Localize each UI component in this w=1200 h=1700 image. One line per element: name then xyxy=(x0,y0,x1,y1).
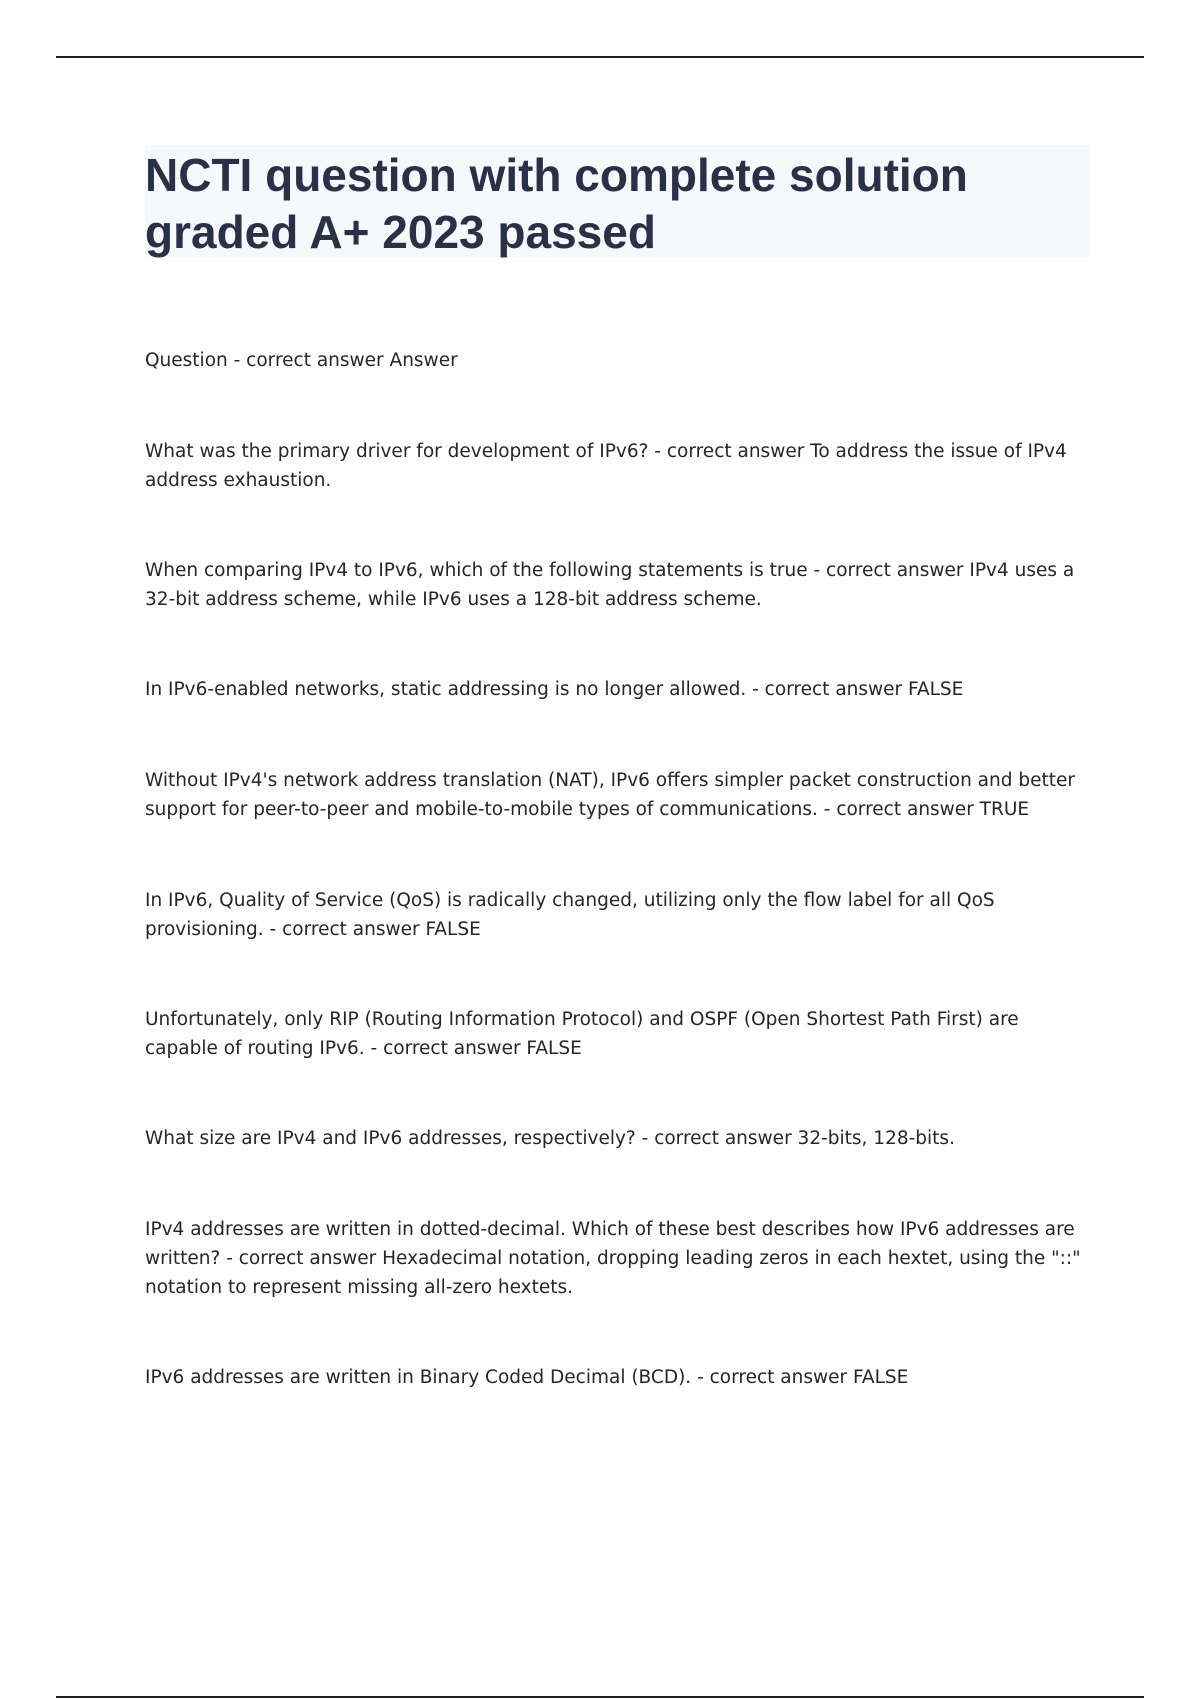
qa-item: Without IPv4's network address translation (NAT), IPv6 offers simpler packet construction and better support for peer-to-peer and mobile-to-mobile types of communications. - correct answer TRUE xyxy=(145,770,1075,820)
qa-item: What size are IPv4 and IPv6 addresses, respectively? - correct answer 32-bits, 128-bits. xyxy=(145,1128,955,1149)
qa-item: IPv6 addresses are written in Binary Coded Decimal (BCD). - correct answer FALSE xyxy=(145,1367,909,1388)
document-title: NCTI question with complete solution graded A+ 2023 passed xyxy=(145,149,968,258)
qa-list xyxy=(145,346,1085,1392)
qa-item: Unfortunately, only RIP (Routing Information Protocol) and OSPF (Open Shortest Path First) are capable of routing IPv6. - correct answer FALSE xyxy=(145,1009,1019,1059)
top-divider xyxy=(56,56,1144,58)
qa-item: When comparing IPv4 to IPv6, which of the following statements is true - correct answer IPv4 uses a 32-bit address scheme, while IPv6 uses a 128-bit address scheme. xyxy=(145,560,1075,610)
qa-item: What was the primary driver for development of IPv6? - correct answer To address the issue of IPv4 address exhaustion. xyxy=(145,441,1067,491)
qa-item: IPv4 addresses are written in dotted-decimal. Which of these best describes how IPv6 addresses are written? - correct answer Hexadecimal notation, dropping leading zeros in each hextet, using the "::" notation to represent missing all-zero hextets. xyxy=(145,1219,1081,1298)
title-banner xyxy=(145,145,1089,257)
bottom-divider xyxy=(56,1696,1144,1698)
qa-item: In IPv6-enabled networks, static addressing is no longer allowed. - correct answer FALSE xyxy=(145,679,964,700)
qa-item: In IPv6, Quality of Service (QoS) is radically changed, utilizing only the flow label for all QoS provisioning. - correct answer FALSE xyxy=(145,890,995,940)
qa-item: Question - correct answer Answer xyxy=(145,350,458,371)
